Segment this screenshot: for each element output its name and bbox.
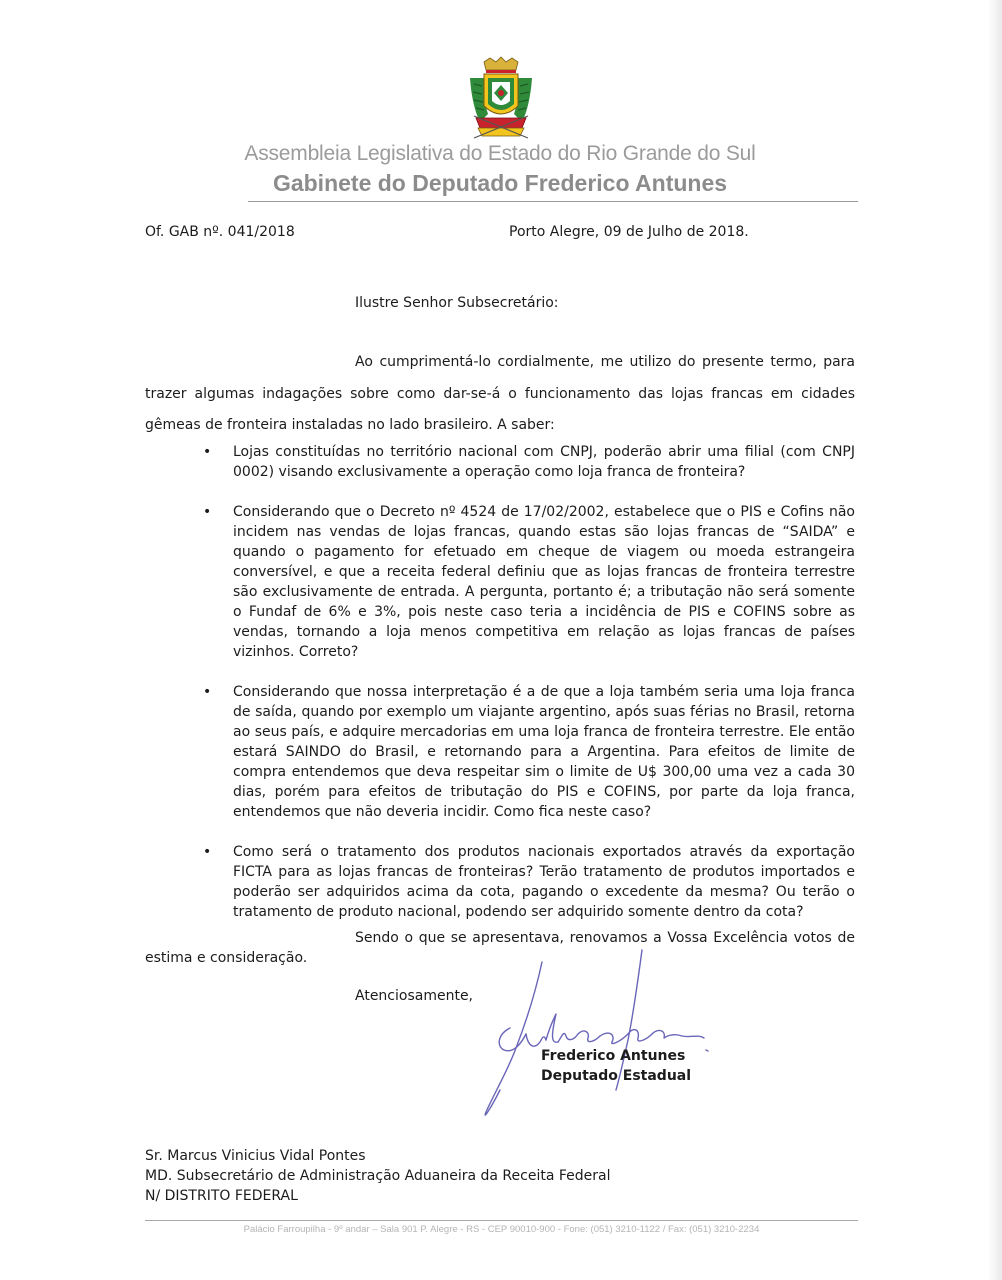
bullet-icon: • <box>203 504 212 520</box>
salutation: Ilustre Senhor Subsecretário: <box>355 295 559 311</box>
intro-paragraph: Ao cumprimentá-lo cordialmente, me utilizo do presente termo, para trazer algumas indagações sobre como dar-se-á o funcionamento das lojas francas em cidades gêmeas de fronteira instaladas no lado brasileiro. A saber: <box>145 354 855 433</box>
question-text: Como será o tratamento dos produtos nacionais exportados através da exportação FICTA para as lojas francas de fronteiras? Terão tratamento de produtos importados e poderão ser adquiridos acima da cota, pagando o excedente da mesma? Ou terão o tratamento de produto nacional, podendo ser adquirido somente dentro da cota? <box>233 844 855 920</box>
signer-name: Frederico Antunes <box>541 1048 686 1064</box>
handwritten-signature <box>470 930 730 1130</box>
page-edge-shadow <box>988 0 1002 1280</box>
footer-divider <box>145 1220 858 1221</box>
footer-address: Palácio Farroupilha - 9º andar – Sala 901 P. Alegre - RS - CEP 90010-900 - Fone: (051) 3210-1122 / Fax: (051) 3210-2234 <box>243 1224 760 1235</box>
bullet-icon: • <box>203 844 212 860</box>
institution-name: Assembleia Legislativa do Estado do Rio Grande do Sul <box>244 142 756 165</box>
list-item <box>145 842 855 922</box>
list-item <box>145 442 855 482</box>
list-item <box>145 502 855 662</box>
recipient-role: MD. Subsecretário de Administração Aduaneira da Receita Federal <box>145 1168 611 1184</box>
question-list <box>145 442 855 922</box>
state-coat-of-arms <box>466 56 536 140</box>
date-line: Porto Alegre, 09 de Julho de 2018. <box>509 224 749 240</box>
question-text: Lojas constituídas no território nacional com CNPJ, poderão abrir uma filial (com CNPJ 0002) visando exclusivamente a operação como loja franca de fronteira? <box>233 444 855 480</box>
question-text: Considerando que nossa interpretação é a de que a loja também seria uma loja franca de saída, quando por exemplo um viajante argentino, após suas férias no Brasil, retorna ao seus país, e adquire mercadorias em uma loja franca de fronteira terrestre. Ele então estará SAINDO do Brasil, e retornando para a Argentina. Para efeitos de limite de compra entendemos que deva respeitar sim o limite de U$ 300,00 uma vez a cada 30 dias, porém para efeitos de tributação do PIS e COFINS, por parte da loja franca, entendemos que não deveria incidir. Como fica neste caso? <box>233 684 855 820</box>
list-item <box>145 682 855 822</box>
office-number: Of. GAB nº. 041/2018 <box>145 224 295 240</box>
closing-paragraph: Sendo o que se apresentava, renovamos a Vossa Excelência votos de estima e consideração. <box>145 930 855 966</box>
bullet-icon: • <box>203 444 212 460</box>
recipient-location: N/ DISTRITO FEDERAL <box>145 1188 298 1204</box>
signer-title: Deputado Estadual <box>541 1068 692 1084</box>
recipient-name: Sr. Marcus Vinicius Vidal Pontes <box>145 1148 366 1164</box>
question-text: Considerando que o Decreto nº 4524 de 17/02/2002, estabelece que o PIS e Cofins não incidem nas vendas de lojas francas, quando estas são lojas francas de “SAIDA” e quando o pagamento for efetuado em cheque de viagem ou moeda estrangeira conversível, e que a receita federal definiu que as lojas francas de fronteira terrestre são exclusivamente de entrada. A pergunta, portanto é; a tributação não será somente o Fundaf de 6% e 3%, pois neste caso teria a incidência de PIS e COFINS sobre as vendas, tornando a loja menos competitiva em relação as lojas francas de países vizinhos. Correto? <box>233 504 855 660</box>
bullet-icon: • <box>203 684 212 700</box>
cabinet-name: Gabinete do Deputado Frederico Antunes <box>272 170 728 196</box>
header-divider <box>248 201 858 202</box>
sign-off: Atenciosamente, <box>355 988 474 1004</box>
